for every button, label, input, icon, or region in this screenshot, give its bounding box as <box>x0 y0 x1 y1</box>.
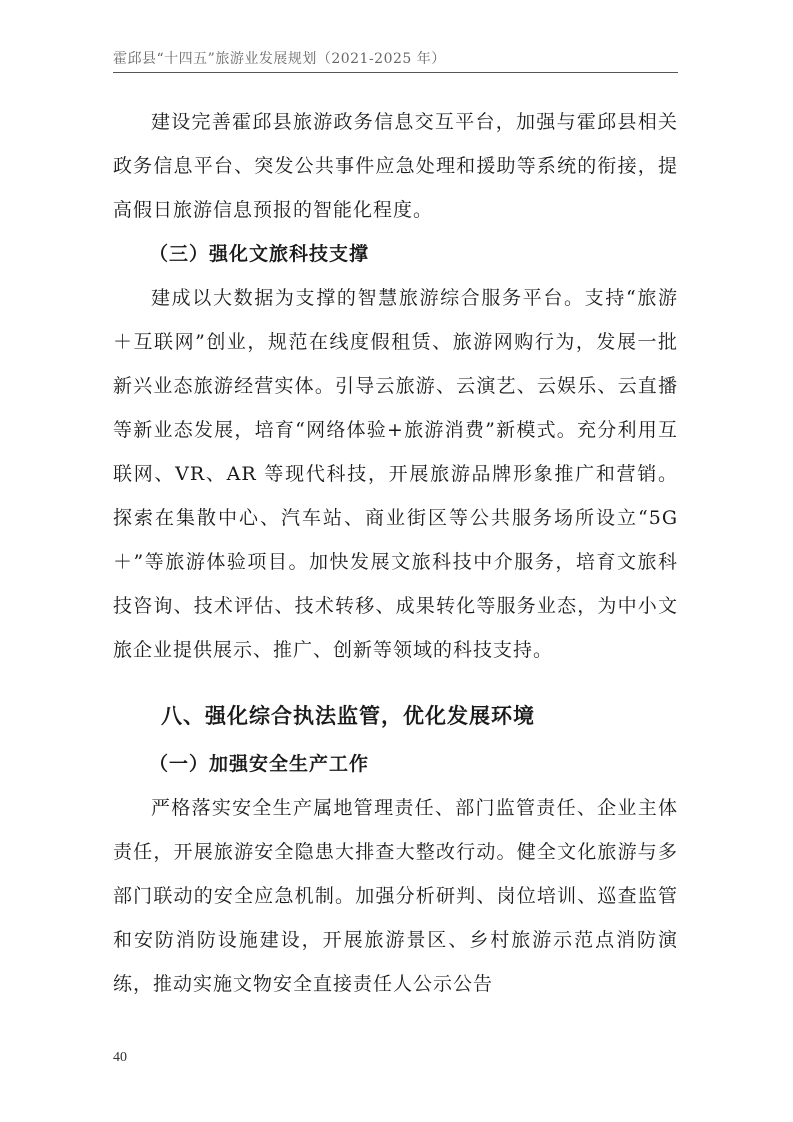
header-divider <box>113 72 678 73</box>
section-heading-law-enforcement: 八、强化综合执法监管，优化发展环境 <box>161 704 535 728</box>
subheading-safety-production: （一）加强安全生产工作 <box>149 753 370 775</box>
paragraph-info-platform: 建设完善霍邱县旅游政务信息交互平台，加强与霍邱县相关政务信息平台、突发公共事件应急处理和援助等系统的衔接，提高假日旅游信息预报的智能化程度。 <box>113 111 678 221</box>
running-header: 霍邱县“十四五”旅游业发展规划（2021-2025 年） <box>113 51 446 67</box>
paragraph-smart-tourism: 建成以大数据为支撑的智慧旅游综合服务平台。支持“旅游＋互联网”创业，规范在线度假租赁、旅游网购行为，发展一批新兴业态旅游经营实体。引导云旅游、云演艺、云娱乐、云直播等新业态发展，培育“网络体验+旅游消费”新模式。充分利用互联网、VR、AR 等现代科技，开展旅游品牌形象推广和营销。探索在集散中心、汽车站、商业街区等公共服务场所设立“5G＋”等旅游体验项目。加快发展文旅科技中介服务，培育文旅科技咨询、技术评估、技术转移、成果转化等服务业态，为中小文旅企业提供展示、推广、创新等领域的科技支持。 <box>113 287 678 661</box>
paragraph-safety-responsibility: 严格落实安全生产属地管理责任、部门监管责任、企业主体责任，开展旅游安全隐患大排查大整改行动。健全文化旅游与多部门联动的安全应急机制。加强分析研判、岗位培训、巡查监管和安防消防设施建设，开展旅游景区、乡村旅游示范点消防演练，推动实施文物安全直接责任人公示公告 <box>113 797 678 995</box>
page-body <box>113 100 678 1006</box>
page-number: 40 <box>113 1050 127 1065</box>
subheading-tech-support: （三）强化文旅科技支撑 <box>149 243 370 265</box>
